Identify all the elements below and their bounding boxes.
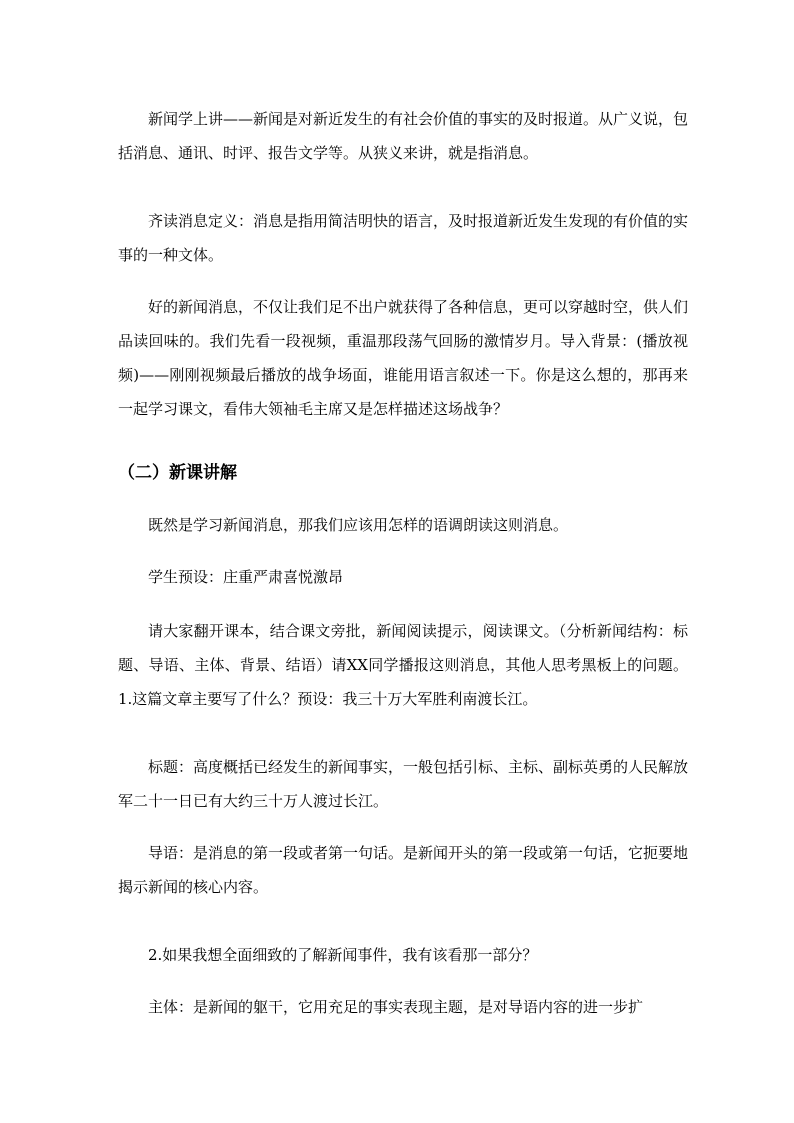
- paragraph-lead-explanation: 导语：是消息的第一段或者第一句话。是新闻开头的第一段或第一句话，它扼要地揭示新闻的核心内容。: [118, 844, 689, 896]
- paragraph-question-two: 2.如果我想全面细致的了解新闻事件，我有该看那一部分？: [148, 946, 538, 964]
- paragraph-student-preset: 学生预设：庄重严肃喜悦激昂: [148, 568, 344, 586]
- paragraph-reading-tone: 既然是学习新闻消息，那我们应该用怎样的语调朗读这则消息。: [148, 516, 569, 534]
- paragraph-news-definition: 新闻学上讲——新闻是对新近发生的有社会价值的事实的及时报道。从广义说，包括消息、通讯、时评、报告文学等。从狭义来讲，就是指消息。: [118, 110, 689, 162]
- paragraph-title-explanation: 标题：高度概括已经发生的新闻事实，一般包括引标、主标、副标英勇的人民解放军二十一日已有大约三十万人渡过长江。: [118, 758, 689, 810]
- paragraph-reading-task: 请大家翻开课本，结合课文旁批，新闻阅读提示，阅读课文。（分析新闻结构：标题、导语、主体、背景、结语）请XX同学播报这则消息，其他人思考黑板上的问题。1.这篇文章主要写了什么？预设：我三十万大军胜利南渡长江。: [118, 622, 688, 708]
- paragraph-message-definition: 齐读消息定义：消息是指用简洁明快的语言，及时报道新近发生发现的有价值的实事的一种文体。: [118, 212, 689, 264]
- paragraph-introduction: 好的新闻消息，不仅让我们足不出户就获得了各种信息，更可以穿越时空，供人们品读回味的。我们先看一段视频，重温那段荡气回肠的激情岁月。导入背景：(播放视频)——刚刚视频最后播放的战争场面，谁能用语言叙述一下。你是这么想的，那再来一起学习课文，看伟大领袖毛主席又是怎样描述这场战争？: [118, 298, 689, 418]
- section-heading: （二）新课讲解: [118, 463, 237, 483]
- paragraph-body-explanation: 主体：是新闻的躯干，它用充足的事实表现主题，是对导语内容的进一步扩: [148, 998, 644, 1016]
